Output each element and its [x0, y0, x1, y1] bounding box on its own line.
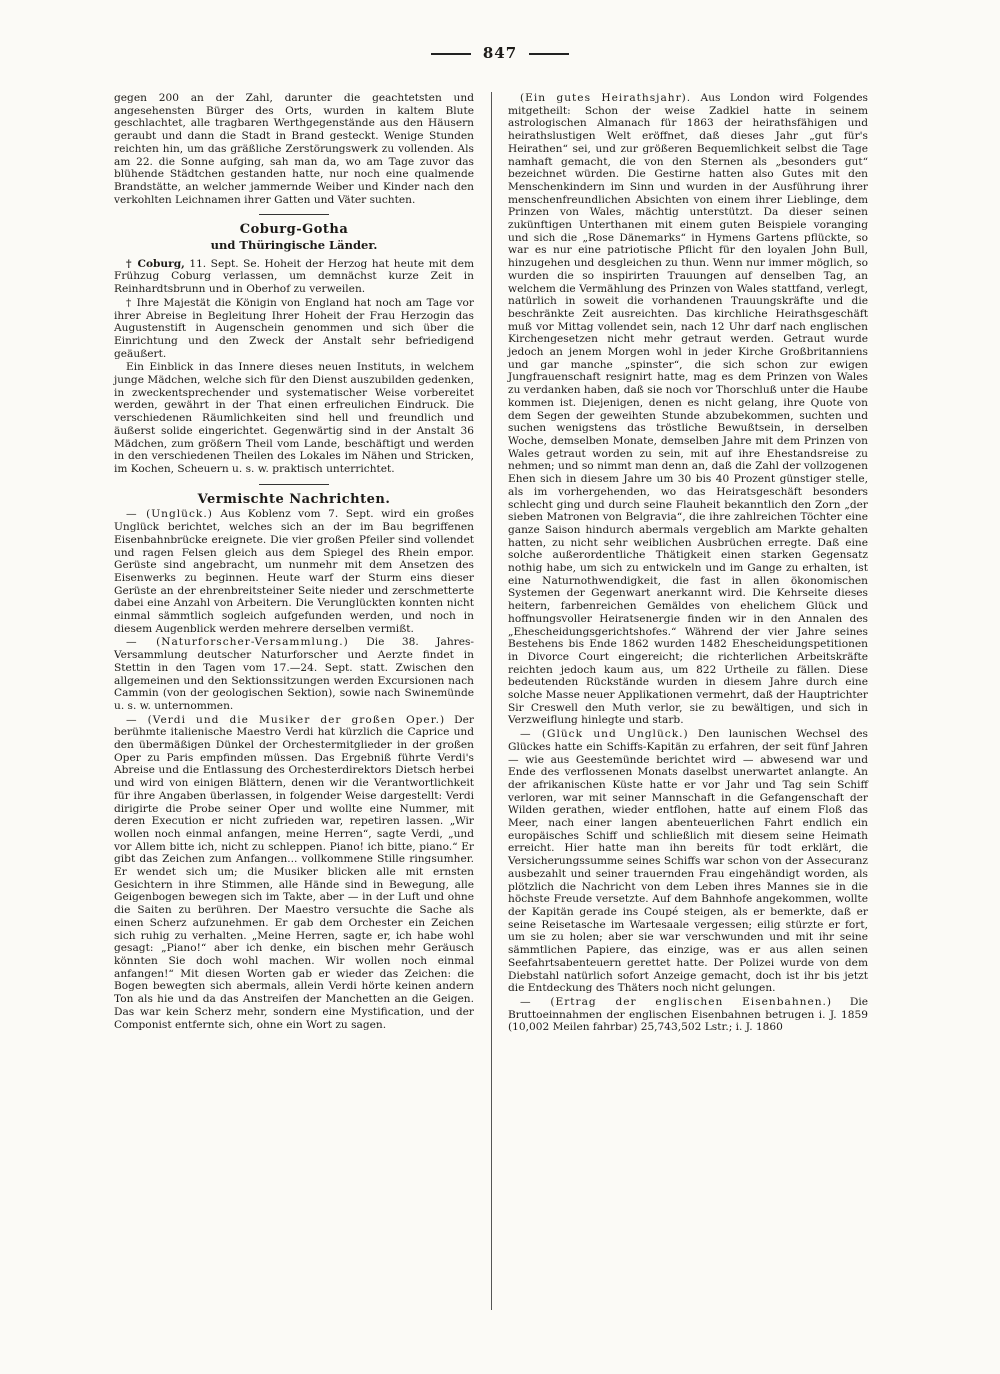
article-text: Die 38. Jahres-Versammlung deutscher Naturforscher und Aerzte findet in Stettin in den Tagen vom 17.—24. Sept. statt. Zwischen den allgemeinen und den Sektionssitzungen werden Excursionen nach Cammin (von der geologischen Sektion), sowie nach Swinemünde u. s. w. unternommen. — [114, 636, 474, 712]
article-lead: — (Ertrag der englischen Eisenbahnen.) — [520, 995, 833, 1008]
left-column — [114, 92, 474, 1032]
section-divider — [259, 214, 329, 215]
section-divider — [259, 484, 329, 485]
page-number-rule-left — [431, 53, 471, 55]
article-lead: — (Naturforscher-Versammlung.) — [126, 636, 349, 649]
article-text: Die Bruttoeinnahmen der englischen Eisenbahnen betrugen i. J. 1859 (10,002 Meilen fahrbar) 25,743,502 Lstr.; i. J. 1860 — [508, 995, 868, 1034]
article-lead: — (Unglück.) — [126, 508, 213, 521]
article-text: 11. Sept. Se. Hoheit der Herzog hat heute mit dem Frühzug Coburg verlassen, um demnächst kurze Zeit in Reinhardtsbrunn und in Oberhof zu verweilen. — [114, 257, 475, 296]
article-paragraph — [114, 258, 474, 296]
article-paragraph — [114, 508, 474, 635]
article-paragraph — [114, 636, 474, 712]
page-number-rule-right — [529, 53, 569, 55]
section-heading-coburg-gotha: Coburg-Gotha — [239, 222, 349, 238]
article-lead: — (Verdi und die Musiker der großen Oper.) — [126, 713, 446, 726]
dateline: † Coburg, — [126, 257, 185, 270]
right-column — [508, 92, 868, 1035]
page-number-text: 847 — [482, 44, 518, 62]
column-divider — [491, 92, 492, 1310]
article-paragraph — [508, 996, 868, 1034]
article-paragraph — [508, 728, 868, 995]
article-paragraph: † Ihre Majestät die Königin von England hat noch am Tage vor ihrer Abreise in Begleitung Ihrer Hoheit der Frau Herzogin das Augustenstift in Augenschein genommen und sich über die Einrichtung und den Zweck der Anstalt sehr befriedigend geäußert. — [114, 296, 474, 360]
article-paragraph — [508, 92, 868, 727]
article-lead: (Ein gutes Heirathsjahr). — [520, 92, 692, 104]
article-paragraph: Ein Einblick in das Innere dieses neuen Instituts, in welchem junge Mädchen, welche sich für den Dienst auszubilden gedenken, in zweckentsprechender und systematischer Weise vorbereitet werden, gewährt in der That einen erfreulichen Eindruck. Die verschiedenen Räumlichkeiten sind hell und freundlich und äußerst solide eingerichtet. Gegenwärtig sind in der Anstalt 36 Mädchen, zum größern Theil vom Lande, beschäftigt und werden in den verschiedenen Theilen des Lokales im Nähen und Stricken, im Kochen, Scheuern u. s. w. praktisch unterrichtet. — [114, 361, 474, 475]
article-paragraph: gegen 200 an der Zahl, darunter die geachtetsten und angesehensten Bürger des Orts, wurden in kaltem Blute geschlachtet, alle tragbaren Werthgegenstände aus den Häusern geraubt und dann die Stadt in Brand gesteckt. Wenige Stunden reichten hin, um das gräßliche Zerstörungswerk zu vollenden. Als am 22. die Sonne aufging, sah man da, wo am Tage zuvor das blühende Städtchen gestanden hatte, nur noch eine qualmende Brandstätte, an welcher jammernde Weiber und Kinder nach den verkohlten Leichnamen ihrer Gatten und Väter suchten. — [114, 92, 474, 206]
section-heading-vermischte-nachrichten: Vermischte Nachrichten. — [197, 491, 391, 507]
page-number — [0, 44, 1000, 62]
article-lead: — (Glück und Unglück.) — [520, 728, 689, 741]
article-text: Den launischen Wechsel des Glückes hatte ein Schiffs-Kapitän zu erfahren, der seit fünf Jahren — wie aus Geestemünde berichtet wird — abwesend war und Ende des verflossenen Monats daselbst unerwartet anlangte. An der afrikanischen Küste hatte er vor Jahr und Tag sein Schiff verloren, war mit seiner Mannschaft in die Gefangenschaft der Wilden gerathen, wieder entflohen, hatte auf einem Floß das Meer, nach einer langen abenteuerlichen Fahrt endlich ein europäisches Schiff und schließlich mit diesem seine Heimath erreicht. Hier hatte man ihn bereits für todt erklärt, die Versicherungssumme seines Schiffs war schon von der Assecuranz ausbezahlt und seiner trauernden Frau eingehändigt worden, als plötzlich die Nachricht von dem Leben ihres Mannes sie in die höchste Freude versetzte. Auf dem Bahnhofe angekommen, wollte der Kapitän gerade ins Coupé steigen, als er bemerkte, daß er seine Reisetasche im Wartesaale vergessen; eilig stürzte er fort, um sie zu holen; aber sie war verschwunden und mit ihr seine sämmtlichen Papiere, das einzige, was er aus allen seinen Seefahrtsabenteuern gerettet hatte. Der Polizei wurde von dem Diebstahl natürlich sofort Anzeige gemacht, doch ist ihr bis jetzt die Entdeckung des Thäters noch nicht gelungen. — [508, 728, 868, 995]
section-subheading: und Thüringische Länder. — [210, 238, 378, 253]
article-text: Aus Koblenz vom 7. Sept. wird ein großes Unglück berichtet, welches sich an der im Bau begriffenen Eisenbahnbrücke ereignete. Die vier großen Pfeiler sind vollendet und ragen Felsen gleich aus dem Spiegel des Rhein empor. Gerüste sind angebracht, um nunmehr mit dem Ansetzen des Eisenwerks zu beginnen. Heute warf der Sturm eins dieser Gerüste an der ehrenbreitsteiner Seite nieder und zerschmetterte dabei eine Anzahl von Arbeitern. Die Verunglückten konnten nicht einmal sämmtlich sogleich aufgefunden werden, und noch in diesem Augenblick werden mehrere derselben vermißt. — [114, 508, 474, 635]
article-paragraph — [114, 714, 474, 1032]
article-text: Der berühmte italienische Maestro Verdi hat kürzlich die Caprice und den übermäßigen Dünkel der Orchestermitglieder in der großen Oper zu Paris empfinden müssen. Das Ergebniß führte Verdi's Abreise und die Entlassung des Orchesterdirektors Dietsch herbei und wird von einigen Blättern, denen wir die Verantwortlichkeit für ihre Angaben überlassen, in folgender Weise dargestellt: Verdi dirigirte die Probe seiner Oper und wollte eine Nummer, mit deren Execution er nicht zufrieden war, repetiren lassen. „Wir wollen noch einmal anfangen, meine Herren“, sagte Verdi, „und vor Allem bitte ich, nicht zu schleppen. Piano! ich bitte, piano.“ Er gibt das Zeichen zum Anfangen... vollkommene Stille ringsumher. Er wendet sich um; die Musiker blicken alle mit ernsten Gesichtern in ihre Stimmen, alle Hände sind in Bewegung, alle Geigenbogen bewegen sich im Takte, aber — in der Luft und ohne die Saiten zu berühren. Der Maestro versuchte die Sache als einen Scherz aufzunehmen. Er gab dem Orchester ein Zeichen sich ruhig zu verhalten. „Meine Herren, sagte er, ich habe wohl gesagt: „Piano!“ aber ich denke, ein bischen mehr Geräusch könnten Sie doch wohl machen. Wir wollen noch einmal anfangen!“ Mit diesen Worten gab er wieder das Zeichen: die Bogen bewegten sich abermals, allein Verdi hörte keinen andern Ton als hie und da das Anstreifen der Manchetten an die Geigen. Das war kein Scherz mehr, sondern eine Mystification, und der Componist entfernte sich, ohne ein Wort zu sagen. — [114, 713, 474, 1031]
article-text: Aus London wird Folgendes mitgetheilt: Schon der weise Zadkiel hatte in seinem astrologischen Almanach für 1863 der heirathsfähigen und heirathslustigen Welt eröffnet, daß dieses Jahr „gut für's Heirathen“ sei, und zur größeren Bequemlichkeit selbst die Tage namhaft gemacht, die von den Sternen als „besonders gut“ bezeichnet würden. Die Gestirne hatten also Gutes mit den Menschenkindern im Sinn und wurden in der Ausführung ihrer menschenfreundlichen Absichten von einem ihrer Lieblinge, dem Prinzen von Wales, mächtig unterstützt. Da dieser seinen zukünftigen Unterthanen mit einem guten Beispiele voranging und sich die „Rose Dänemarks“ in Hymens Gartens pflückte, so war es nur eine patriotische Pflicht für den loyalen John Bull, hinzugehen und desgleichen zu thun. Wenn nur immer möglich, so wurden die so inspirirten Trauungen auf denselben Tag, an welchem die Vermählung des Prinzen von Wales stattfand, verlegt, natürlich in soweit die vorhandenen Trauungskräfte und die beschränkte Zeit ausreichten. Das kirchliche Heirathsgeschäft muß vor Mittag vollendet sein, nach 12 Uhr darf nach englischen Kirchengesetzen nicht mehr getraut werden. Getraut wurde jedoch an jenem Morgen wohl in jeder Kirche Großbritanniens und gar manche „spinster“, die sich schon zur ewigen Jungfrauenschaft resignirt hatte, mag es dem Prinzen von Wales zu verdanken haben, daß sie noch vor Thorschluß unter die Haube kommen ist. Diejenigen, denen es nicht gelang, ihre Quote von dem Segen der geweihten Stunde abzubekommen, suchten und suchen wenigstens das tröstliche Bewußtsein, in derselben Woche, demselben Monate, demselben Jahre mit dem Prinzen von Wales getraut worden zu sein, mit auf ihre Ehestandsreise zu nehmen; und so nimmt man denn an, daß die Zahl der vollzogenen Ehen sich in diesem Jahre um 30 bis 40 Prozent günstiger stelle, als im vorhergehenden, wo das Heiratsgeschäft besonders schlecht ging und durch seine Flauheit bekanntlich den Zorn „der sieben Matronen von Belgravia“, die ihre zahlreichen Töchter eine ganze Saison hindurch abermals vergeblich am Markte gehalten hatten, zu nicht sehr weiblichen Ausbrüchen erregte. Daß eine solche außerordentliche Thätigkeit einen starken Gegensatz nothig habe, um sich zu entwickeln und im Gange zu erhalten, ist eine Naturnothwendigkeit, die fast in allen ökonomischen Systemen der Gegenwart anerkannt wird. Die Kehrseite dieses heitern, farbenreichen Gemäldes von ehelichem Glück und hoffnungsvoller Heiratsenergie finden wir in den Annalen des „Ehescheidungsgerichtshofes.“ Während der vier Jahre seines Bestehens bis Ende 1862 wurden 1482 Ehescheidungspetitionen in Divorce Court eingereicht; die richterlichen Arbeitskräfte reichten jedoch kaum aus, um 822 Urtheile zu fällen. Diese bedeutenden Rückstände wurden in diesem Jahre durch eine solche Masse neuer Applikationen vermehrt, daß der Hauptrichter Sir Creswell den Muth verlor, sie zu bewältigen, und sich in Verzweiflung hinlegte und starb. — [508, 92, 868, 727]
